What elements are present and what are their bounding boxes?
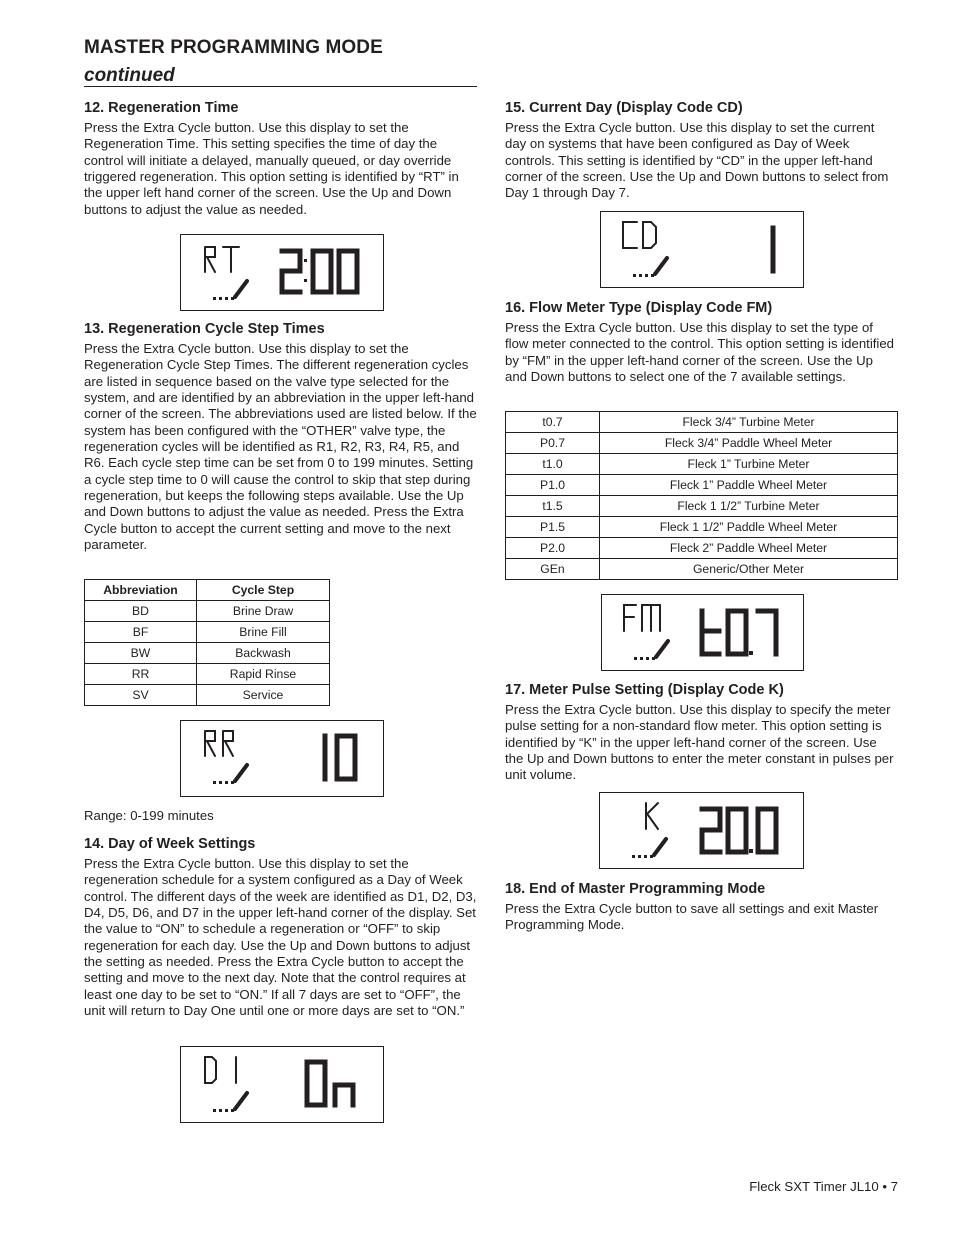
table-cell: SV bbox=[85, 685, 197, 706]
table-header-cell: Cycle Step bbox=[197, 580, 330, 601]
table-row bbox=[85, 685, 330, 706]
table-cell: Backwash bbox=[197, 643, 330, 664]
lcd-display-graphic bbox=[181, 1047, 383, 1122]
section-flow-meter-type bbox=[505, 300, 898, 385]
lcd-display-graphic bbox=[602, 595, 803, 670]
section-body: Press the Extra Cycle button to save all settings and exit Master Programming Mode. bbox=[505, 901, 879, 933]
section-heading: 14. Day of Week Settings bbox=[84, 836, 256, 852]
section-heading: 12. Regeneration Time bbox=[84, 100, 239, 116]
section-heading: 17. Meter Pulse Setting (Display Code K) bbox=[505, 682, 784, 698]
lcd-display-flow-meter bbox=[601, 594, 804, 671]
table-cell: Fleck 1 1/2” Paddle Wheel Meter bbox=[600, 517, 898, 538]
section-body: Press the Extra Cycle button. Use this display to set the type of flow meter connected to the control. This option setting is identified by “FM” in the upper left-hand corner of the screen. Use the Up and Down buttons to select one of the 7 available settings. bbox=[505, 320, 895, 385]
section-body: Press the Extra Cycle button. Use this display to set the Regeneration Time. This setting specifies the time of day the control will initiate a delayed, manually queued, or day override triggered regeneration. This option setting is identified by “RT” in the upper left hand corner of the screen. Use the Up and Down buttons to adjust the value as needed. bbox=[84, 120, 459, 217]
table-cell: P2.0 bbox=[506, 538, 600, 559]
page-subtitle: continued bbox=[84, 65, 175, 86]
table-cell: GEn bbox=[506, 559, 600, 580]
table-row bbox=[506, 412, 898, 433]
title-underline bbox=[84, 86, 477, 87]
table-cell: Fleck 1 1/2” Turbine Meter bbox=[600, 496, 898, 517]
lcd-display-current-day bbox=[600, 211, 804, 288]
table-row bbox=[85, 622, 330, 643]
table-cell: BF bbox=[85, 622, 197, 643]
section-heading: 18. End of Master Programming Mode bbox=[505, 881, 766, 897]
table-row bbox=[85, 664, 330, 685]
lcd-display-cycle-step bbox=[180, 720, 384, 797]
section-heading: 13. Regeneration Cycle Step Times bbox=[84, 321, 325, 337]
page-footer: Fleck SXT Timer JL10 • 7 bbox=[749, 1179, 898, 1194]
section-heading: 15. Current Day (Display Code CD) bbox=[505, 100, 743, 116]
table-row bbox=[506, 475, 898, 496]
table-row bbox=[506, 538, 898, 559]
section-day-of-week bbox=[84, 836, 477, 1019]
table-cell: P1.5 bbox=[506, 517, 600, 538]
section-body: Press the Extra Cycle button. Use this display to set the Regeneration Cycle Step Times. The different regeneration cycles are listed in sequence based on the valve type selected for the system, and are identified by an abbreviation in the upper left-hand corner of the screen. The abbreviations used are listed below. If the system has been configured with the “OTHER” valve type, the regeneration cycles will be identified as R1, R2, R3, R4, R5, and R6. Each cycle step time can be set from 0 to 199 minutes. Setting a cycle step time to 0 will cause the control to skip that step during regeneration, but keeps the following steps available. Use the Up and Down buttons to adjust the value as needed. Press the Extra Cycle button to accept the current setting and move to the next parameter. bbox=[84, 341, 477, 553]
table-cell: Fleck 1” Turbine Meter bbox=[600, 454, 898, 475]
table-cell: Fleck 3/4” Turbine Meter bbox=[600, 412, 898, 433]
section-body: Press the Extra Cycle button. Use this display to set the current day on systems that have been configured as Day of Week controls. This setting is identified by “CD” in the upper left-hand corner of the screen. Use the Up and Down buttons to select from Day 1 through Day 7. bbox=[505, 120, 889, 201]
table-cell: Generic/Other Meter bbox=[600, 559, 898, 580]
lcd-display-graphic bbox=[181, 721, 383, 796]
table-row bbox=[506, 517, 898, 538]
table-cell: Rapid Rinse bbox=[197, 664, 330, 685]
table-cell: Fleck 1” Paddle Wheel Meter bbox=[600, 475, 898, 496]
table-row bbox=[506, 496, 898, 517]
table-cell: Service bbox=[197, 685, 330, 706]
lcd-display-graphic bbox=[601, 212, 803, 287]
table-cell: BD bbox=[85, 601, 197, 622]
section-meter-pulse bbox=[505, 682, 898, 784]
table-cell: Fleck 3/4” Paddle Wheel Meter bbox=[600, 433, 898, 454]
table-row bbox=[506, 559, 898, 580]
section-body: Press the Extra Cycle button. Use this display to specify the meter pulse setting for a non-standard flow meter. This option setting is identified by “K” in the upper left-hand corner of the screen. Use the Up and Down buttons to enter the meter constant in pulses per unit volume. bbox=[505, 702, 894, 783]
table-cell: t1.5 bbox=[506, 496, 600, 517]
table-header-cell: Abbreviation bbox=[85, 580, 197, 601]
table-cell: Brine Fill bbox=[197, 622, 330, 643]
section-current-day bbox=[505, 100, 898, 202]
lcd-display-meter-pulse bbox=[599, 792, 804, 869]
section-end-master-mode bbox=[505, 881, 898, 934]
table-cell: t1.0 bbox=[506, 454, 600, 475]
table-cell: t0.7 bbox=[506, 412, 600, 433]
cycle-step-table bbox=[84, 579, 330, 706]
section-heading: 16. Flow Meter Type (Display Code FM) bbox=[505, 300, 773, 316]
section-body: Press the Extra Cycle button. Use this display to set the regeneration schedule for a system configured as a Day of Week control. The different days of the week are identified as D1, D2, D3, D4, D5, D6, and D7 in the upper left-hand corner of the display. Set the value to “ON” to schedule a regeneration or “OFF” to skip regeneration for each day. Use the Up and Down buttons to adjust the setting as needed. Press the Extra Cycle button to accept the setting and move to the next day. Note that the control requires at least one day to be set to “ON.” If all 7 days are set to “OFF”, the unit will return to Day One until one or more days are set to “ON.” bbox=[84, 856, 477, 1019]
page-title: MASTER PROGRAMMING MODE bbox=[84, 37, 383, 58]
table-row bbox=[506, 454, 898, 475]
range-note: Range: 0-199 minutes bbox=[84, 808, 214, 823]
table-cell: Fleck 2” Paddle Wheel Meter bbox=[600, 538, 898, 559]
lcd-display-graphic bbox=[600, 793, 803, 868]
lcd-display-graphic bbox=[181, 235, 383, 310]
table-row bbox=[85, 601, 330, 622]
table-row bbox=[85, 643, 330, 664]
section-regeneration-time bbox=[84, 100, 477, 218]
table-cell: P1.0 bbox=[506, 475, 600, 496]
table-cell: RR bbox=[85, 664, 197, 685]
table-cell: Brine Draw bbox=[197, 601, 330, 622]
table-header-row bbox=[85, 580, 330, 601]
table-row bbox=[506, 433, 898, 454]
lcd-display-day-of-week bbox=[180, 1046, 384, 1123]
section-cycle-step-times bbox=[84, 321, 477, 553]
table-cell: BW bbox=[85, 643, 197, 664]
flow-meter-table bbox=[505, 411, 898, 580]
lcd-display-regeneration-time bbox=[180, 234, 384, 311]
table-cell: P0.7 bbox=[506, 433, 600, 454]
